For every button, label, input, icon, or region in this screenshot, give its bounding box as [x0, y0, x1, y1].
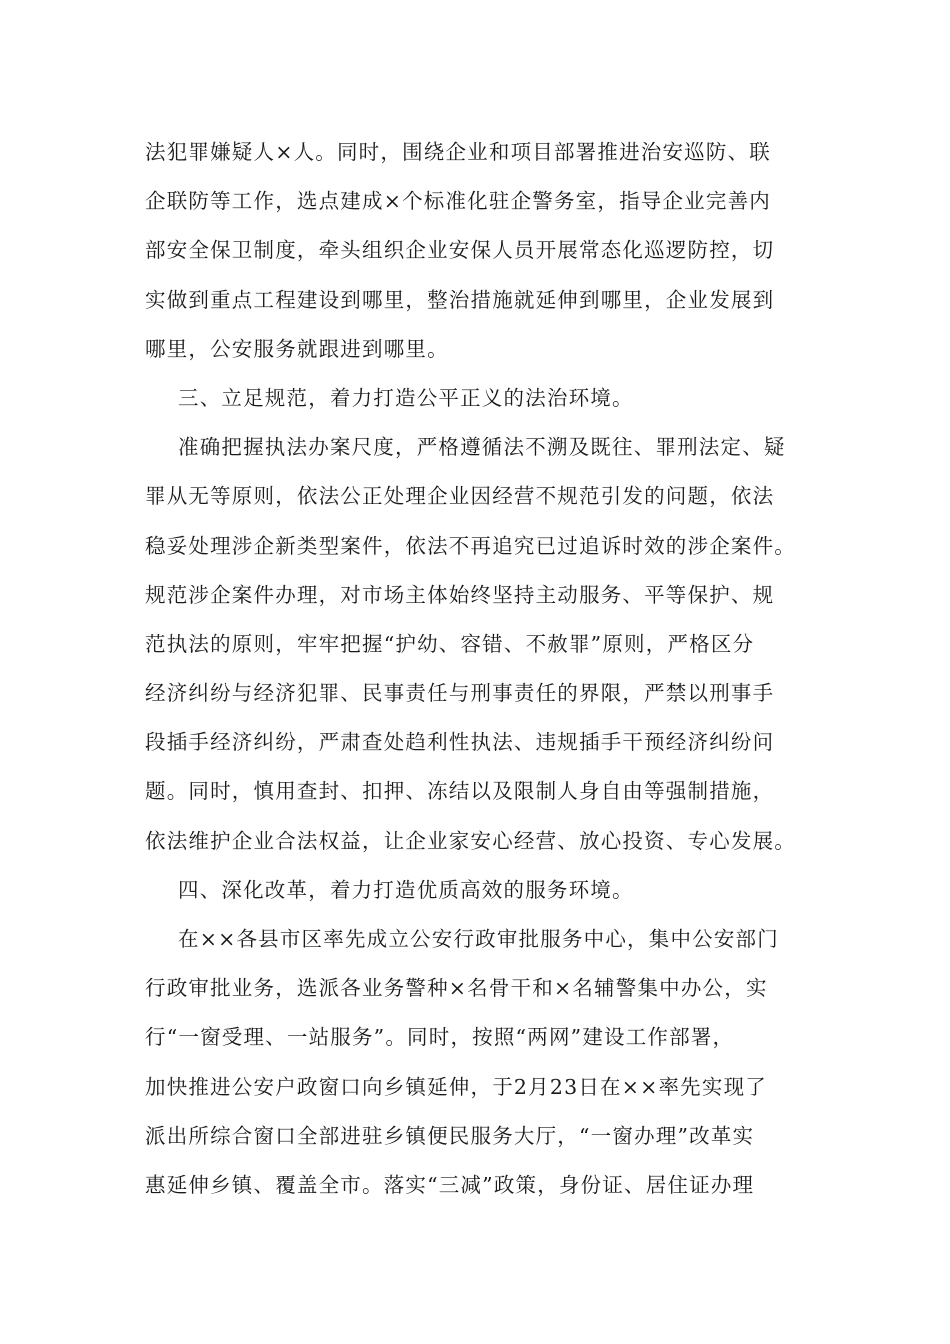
text-line: 经济纠纷与经济犯罪、民事责任与刑事责任的界限，严禁以刑事手	[145, 681, 775, 706]
section-heading-3: 三、立足规范，着力打造公平正义的法治环境。	[178, 385, 634, 410]
text-line: 法犯罪嫌疑人×人。同时，围绕企业和项目部署推进治安巡防、联	[145, 140, 771, 164]
text-line: 依法维护企业合法权益，让企业家安心经营、放心投资、专心发展。	[145, 828, 796, 853]
text-line: 行“一窗受理、一站服务”。同时，按照“两网”建设工作部署，	[145, 1025, 735, 1050]
text-line: 哪里，公安服务就跟进到哪里。	[145, 336, 449, 361]
text-line: 范执法的原则，牢牢把握“护幼、容错、不赦罪”原则，严格区分	[145, 631, 755, 656]
paragraph-start: 准确把握执法办案尺度，严格遵循法不溯及既往、罪刑法定、疑	[178, 435, 786, 460]
text-line: 规范涉企案件办理，对市场主体始终坚持主动服务、平等保护、规	[145, 582, 775, 607]
text-line: 部安全保卫制度，牵头组织企业安保人员开展常态化巡逻防控，切	[145, 238, 775, 263]
text-line: 行政审批业务，选派各业务警种×名骨干和×名辅警集中办公，实	[145, 976, 768, 1001]
text-line: 实做到重点工程建设到哪里，整治措施就延伸到哪里，企业发展到	[145, 287, 775, 312]
text-line: 派出所综合窗口全部进驻乡镇便民服务大厅，“一窗办理”改革实	[145, 1123, 755, 1148]
document-body	[145, 128, 815, 1210]
text-line: 稳妥处理涉企新类型案件，依法不再追究已过追诉时效的涉企案件。	[145, 533, 796, 558]
text-line: 罪从无等原则，依法公正处理企业因经营不规范引发的问题，依法	[145, 484, 775, 509]
text-line: 企联防等工作，选点建成×个标准化驻企警务室，指导企业完善内	[145, 189, 771, 214]
text-line: 题。同时，慎用查封、扣押、冻结以及限制人身自由等强制措施，	[145, 779, 775, 804]
paragraph-start: 在××各县市区率先成立公安行政审批服务中心，集中公安部门	[178, 927, 779, 951]
text-line: 加快推进公安户政窗口向乡镇延伸，于2月23日在××率先实现了	[145, 1074, 767, 1099]
text-line: 段插手经济纠纷，严肃查处趋利性执法、违规插手干预经济纠纷问	[145, 730, 775, 755]
section-heading-4: 四、深化改革，着力打造优质高效的服务环境。	[178, 877, 634, 902]
text-line: 惠延伸乡镇、覆盖全市。落实“三减”政策，身份证、居住证办理	[145, 1172, 755, 1197]
